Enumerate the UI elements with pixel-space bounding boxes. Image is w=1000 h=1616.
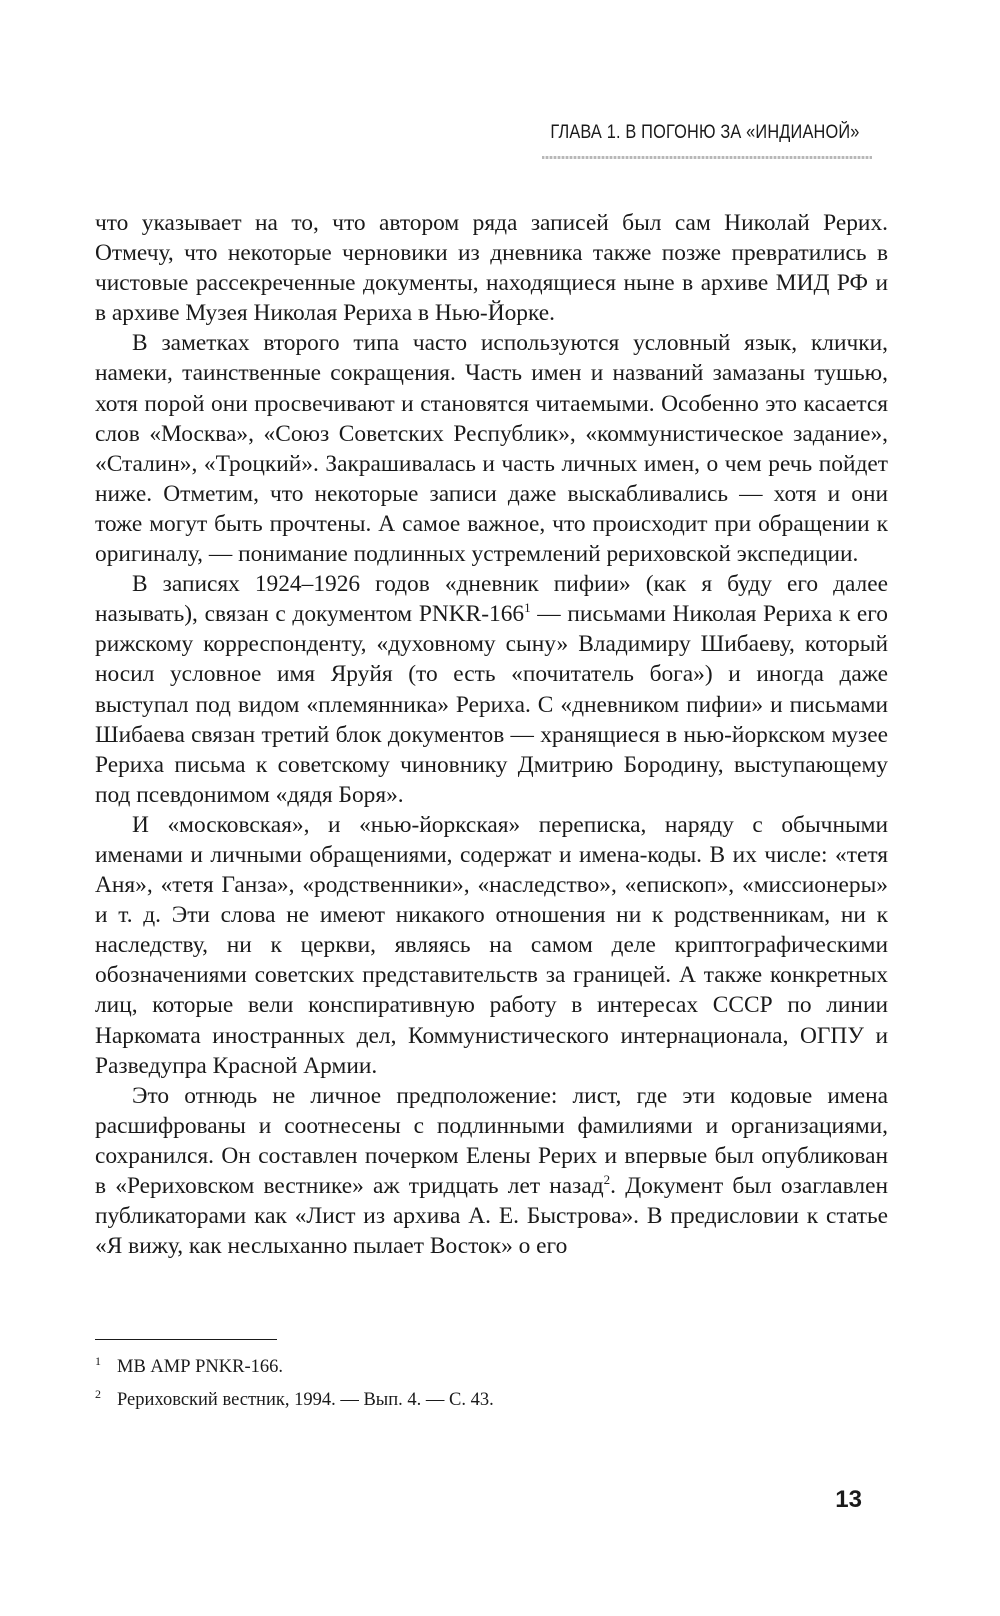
footnote-ref-1[interactable]: 1 xyxy=(524,600,531,616)
paragraph-2 xyxy=(95,328,888,569)
paragraph-text: И «московская», и «нью-йоркская» переписка, наряду с обычными именами и личными обращениями, содержат и имена-коды. В их числе: «тетя Аня», «тетя Ганза», «родственники», «наследство», «епископ», «миссионеры» и т. д. Эти слова не имеют никакого отношения ни к родственникам, ни к наследству, ни к церкви, являясь на самом деле криптографическими обозначениями советских представительств за границей. А также конкретных лиц, которые вели конспиративную работу в интересах СССР по линии Наркомата иностранных дел, Коммунистического интернационала, ОГПУ и Разведупра Красной Армии. xyxy=(95,811,888,1079)
body-text xyxy=(95,208,888,1261)
running-head: ГЛАВА 1. В ПОГОНЮ ЗА «ИНДИАНОЙ» xyxy=(550,122,860,143)
paragraph-text: что указывает на то, что автором ряда записей был сам Николай Рерих. Отмечу, что некоторые черновики из дневника также позже превратились в чистовые рассекреченные документы, находящиеся ныне в архиве МИД РФ и в архиве Музея Николая Рериха в Нью-Йорке. xyxy=(95,210,888,327)
paragraph-4 xyxy=(95,810,888,1081)
footnote-number: 1 xyxy=(95,1354,101,1368)
page-number: 13 xyxy=(835,1486,862,1513)
footnote-text: Рериховский вестник, 1994. — Вып. 4. — С. 43. xyxy=(117,1390,494,1410)
footnote-text: МВ АМР PNKR-166. xyxy=(117,1357,284,1377)
footnote-number: 2 xyxy=(95,1387,101,1401)
paragraph-text: В заметках второго типа часто используются условный язык, клички, намеки, таинственные сокращения. Часть имен и названий замазаны тушью, хотя порой они просвечивают и становятся читаемыми. Особенно это касается слов «Москва», «Союз Советских Республик», «коммунистическое задание», «Сталин», «Троцкий». Закрашивалась и часть личных имен, о чем речь пойдет ниже. Отметим, что некоторые записи даже выскабливались — хотя и они тоже могут быть прочтены. А самое важное, что происходит при обращении к оригиналу, — понимание подлинных устремлений рериховской экспедиции. xyxy=(95,330,888,568)
paragraph-3 xyxy=(95,569,888,810)
footnote-rule xyxy=(95,1339,277,1340)
paragraph-text: — письмами Николая Рериха к его рижскому корреспонденту, «духовному сыну» Владимиру Шибаеву, который носил условное имя Яруйя (то есть «почитатель бога») и иногда даже выступал под видом «племянника» Рериха. С «дневником пифии» и письмами Шибаева связан третий блок документов — хранящиеся в нью-йоркском музее Рериха письма к советскому чиновнику Дмитрию Бородину, выступающему под псевдонимом «дядя Боря». xyxy=(95,601,888,808)
footnote-2 xyxy=(95,1388,888,1413)
footnote-1 xyxy=(95,1355,888,1380)
footnotes xyxy=(95,1355,888,1421)
paragraph-text: . Документ был озаглавлен публикаторами как «Лист из архива А. Е. Быстрова». В предисловии к статье «Я вижу, как неслыханно пылает Восток» о его xyxy=(95,1173,888,1260)
paragraph-text: В записях 1924–1926 годов «дневник пифии» (как я буду его далее называть), связан с документом PNKR-166 xyxy=(95,571,888,628)
paragraph-text: Это отнюдь не личное предположение: лист, где эти кодовые имена расшифрованы и соотнесены с подлинными фамилиями и организациями, сохранился. Он составлен почерком Елены Рерих и впервые был опубликован в «Рериховском вестнике» аж тридцать лет назад xyxy=(95,1082,888,1199)
footnote-ref-2[interactable]: 2 xyxy=(603,1172,611,1187)
header-rule xyxy=(542,156,872,159)
paragraph-5 xyxy=(95,1081,888,1262)
paragraph-1 xyxy=(95,208,888,328)
